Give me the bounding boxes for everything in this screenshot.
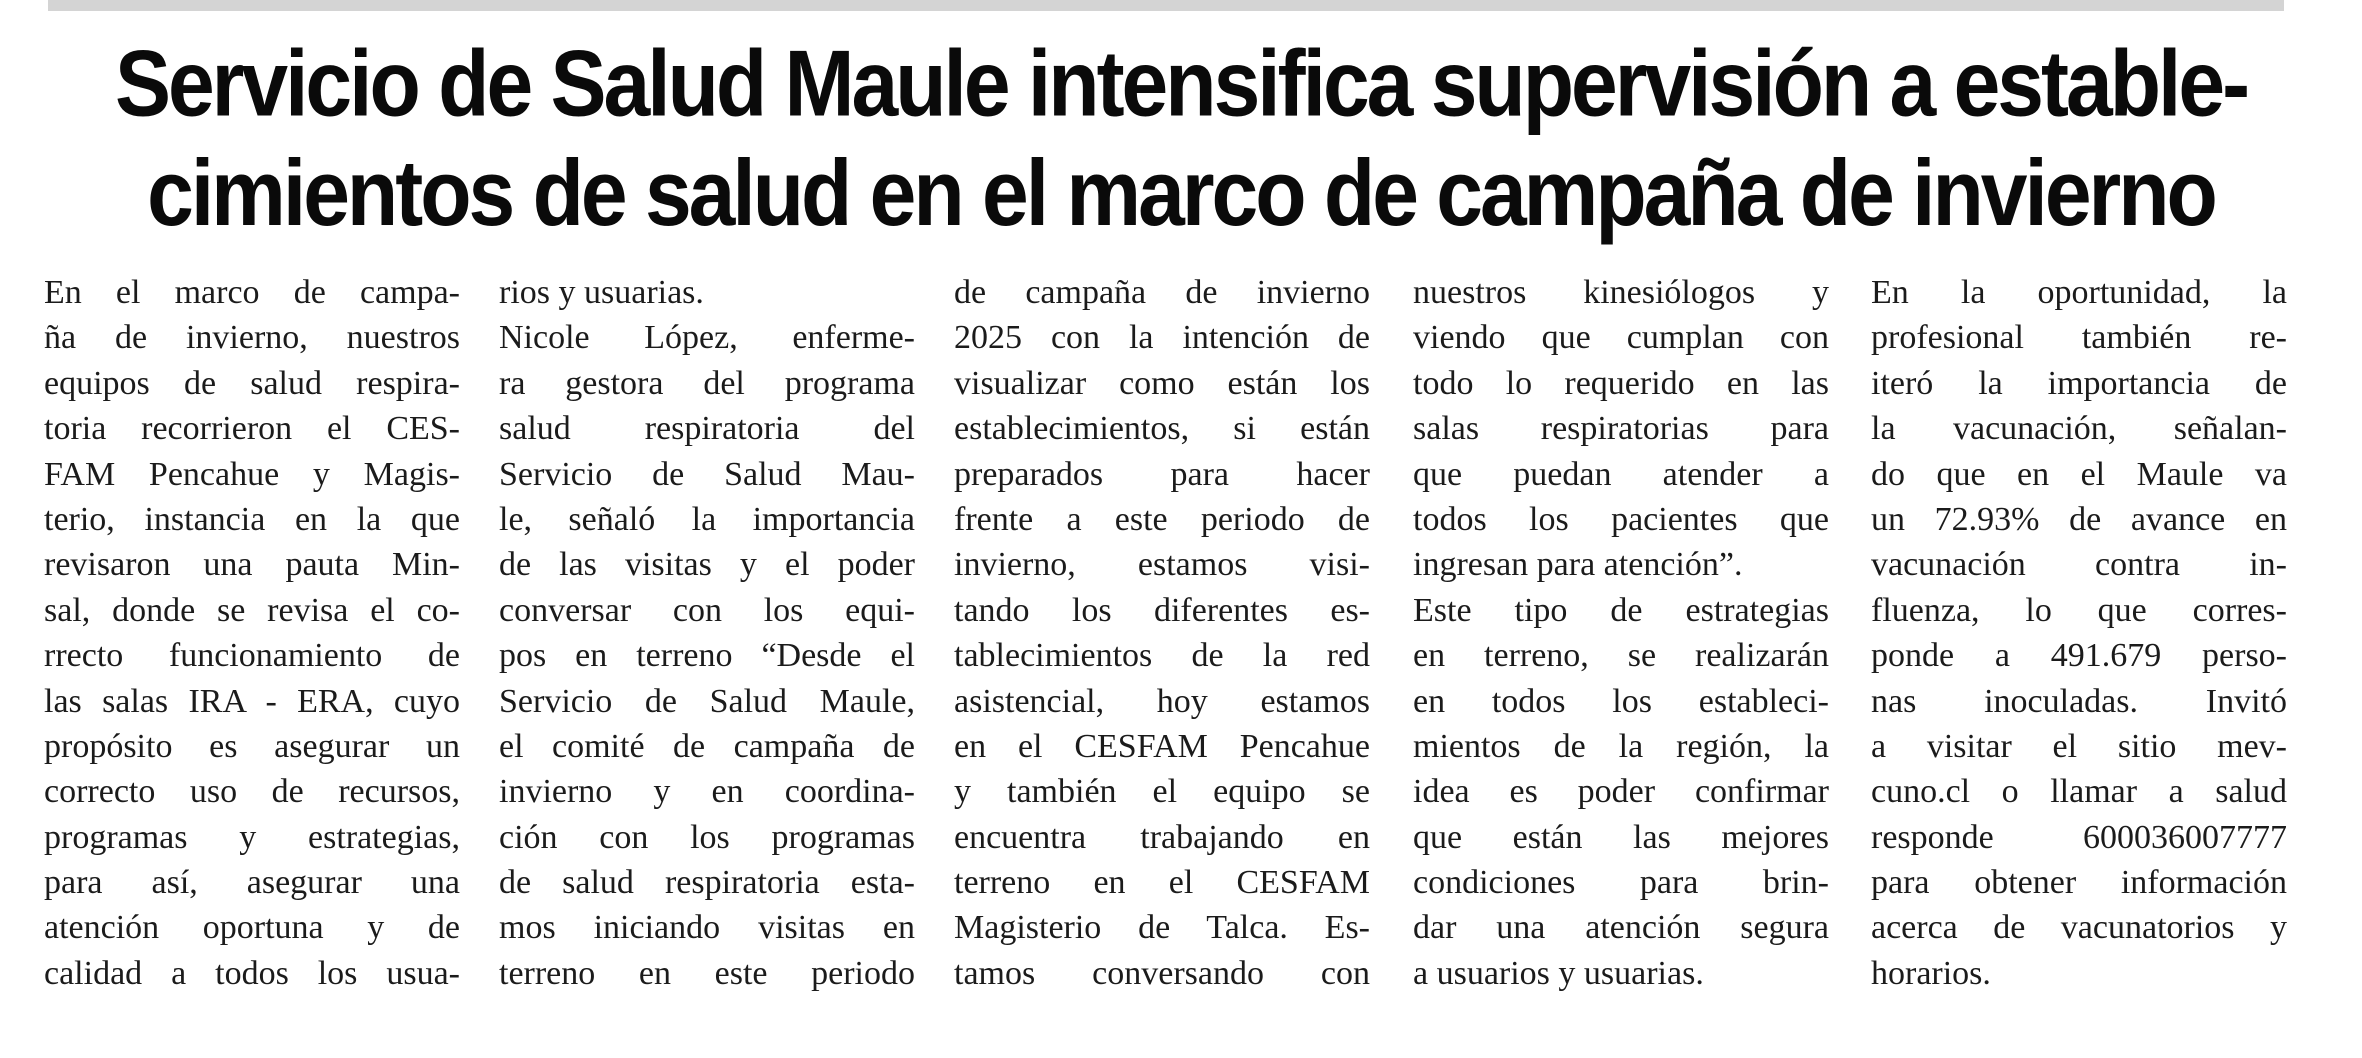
text-line: que están las mejores [1413,818,1829,856]
text-line: para así, asegurar una [44,864,460,902]
text-line: asistencial, hoy estamos [954,682,1370,720]
text-line: fluenza, lo que corres- [1871,591,2287,629]
text-line: tando los diferentes es- [954,591,1370,629]
text-line: En el marco de campa- [44,274,460,311]
text-line: Servicio de Salud Maule, [499,682,915,720]
text-line: cuno.cl o llamar a salud [1871,773,2287,811]
text-line: en el CESFAM Pencahue [954,727,1370,765]
text-line: dar una atención segura [1413,909,1829,947]
text-line: conversar con los equi- [499,591,915,629]
headline-line-2: cimientos de salud en el marco de campaña de invierno [147,140,2215,246]
text-line: mientos de la región, la [1413,727,1829,765]
headline-line-1: Servicio de Salud Maule intensifica supervisión a estable- [114,30,2248,136]
text-line: que puedan atender a [1413,455,1829,493]
text-line: las salas IRA - ERA, cuyo [44,682,460,720]
text-line: condiciones para brin- [1413,864,1829,902]
text-line: sal, donde se revisa el co- [44,591,460,629]
text-line: encuentra trabajando en [954,818,1370,856]
text-line: pos en terreno “Desde el [499,637,915,675]
text-line: a usuarios y usuarias. [1413,954,1704,992]
text-line: invierno, estamos visi- [954,546,1370,584]
text-line: horarios. [1871,954,1991,992]
text-line: propósito es asegurar un [44,727,460,765]
text-line: ingresan para atención”. [1413,546,1743,584]
text-line: de campaña de invierno [954,274,1370,311]
text-line: Este tipo de estrategias [1413,591,1829,629]
text-line: nuestros kinesiólogos y [1413,274,1829,311]
column-5 [1871,270,2287,996]
text-line: en terreno, se realizarán [1413,637,1829,675]
text-line: terreno en este periodo [499,954,915,992]
text-line: ponde a 491.679 perso- [1871,637,2287,675]
text-line: preparados para hacer [954,455,1370,493]
text-line: salud respiratoria del [499,410,915,448]
text-line: tamos conversando con [954,954,1370,992]
top-rule [48,0,2284,11]
text-line: de salud respiratoria esta- [499,864,915,902]
text-line: ra gestora del programa [499,364,915,402]
text-line: terreno en el CESFAM [954,864,1370,902]
column-1 [44,270,460,996]
text-line: establecimientos, si están [954,410,1370,448]
text-line: salas respiratorias para [1413,410,1829,448]
text-line: do que en el Maule va [1871,455,2287,493]
text-line: programas y estrategias, [44,818,460,856]
text-line: calidad a todos los usua- [44,954,460,992]
text-line: a visitar el sitio mev- [1871,727,2287,765]
text-line: correcto uso de recursos, [44,773,460,811]
text-line: todos los pacientes que [1413,500,1829,538]
text-line: Nicole López, enferme- [499,319,915,357]
text-line: frente a este periodo de [954,500,1370,538]
text-line: visualizar como están los [954,364,1370,402]
text-line: le, señaló la importancia [499,500,915,538]
text-line: responde 600036007777 [1871,818,2287,856]
text-line: ña de invierno, nuestros [44,319,460,357]
column-3 [954,270,1370,996]
text-line: Magisterio de Talca. Es- [954,909,1370,947]
text-line: revisaron una pauta Min- [44,546,460,584]
text-line: mos iniciando visitas en [499,909,915,947]
text-line: el comité de campaña de [499,727,915,765]
text-line: y también el equipo se [954,773,1370,811]
text-line: para obtener información [1871,864,2287,902]
headline [0,28,2362,248]
text-line: terio, instancia en la que [44,500,460,538]
text-line: acerca de vacunatorios y [1871,909,2287,947]
text-line: tablecimientos de la red [954,637,1370,675]
text-line: invierno y en coordina- [499,773,915,811]
text-line: todo lo requerido en las [1413,364,1829,402]
text-line: iteró la importancia de [1871,364,2287,402]
text-line: En la oportunidad, la [1871,274,2287,311]
text-line: 2025 con la intención de [954,319,1370,357]
text-line: idea es poder confirmar [1413,773,1829,811]
column-4 [1413,270,1829,996]
text-line: rios y usuarias. [499,274,704,311]
text-line: de las visitas y el poder [499,546,915,584]
text-line: nas inoculadas. Invitó [1871,682,2287,720]
text-line: equipos de salud respira- [44,364,460,402]
text-line: vacunación contra in- [1871,546,2287,584]
article-body [44,270,2316,1040]
text-line: toria recorrieron el CES- [44,410,460,448]
text-line: ción con los programas [499,818,915,856]
text-line: FAM Pencahue y Magis- [44,455,460,493]
text-line: Servicio de Salud Mau- [499,455,915,493]
text-line: profesional también re- [1871,319,2287,357]
text-line: atención oportuna y de [44,909,460,947]
text-line: la vacunación, señalan- [1871,410,2287,448]
text-line: rrecto funcionamiento de [44,637,460,675]
column-2 [499,270,915,996]
text-line: viendo que cumplan con [1413,319,1829,357]
text-line: en todos los estableci- [1413,682,1829,720]
text-line: un 72.93% de avance en [1871,500,2287,538]
